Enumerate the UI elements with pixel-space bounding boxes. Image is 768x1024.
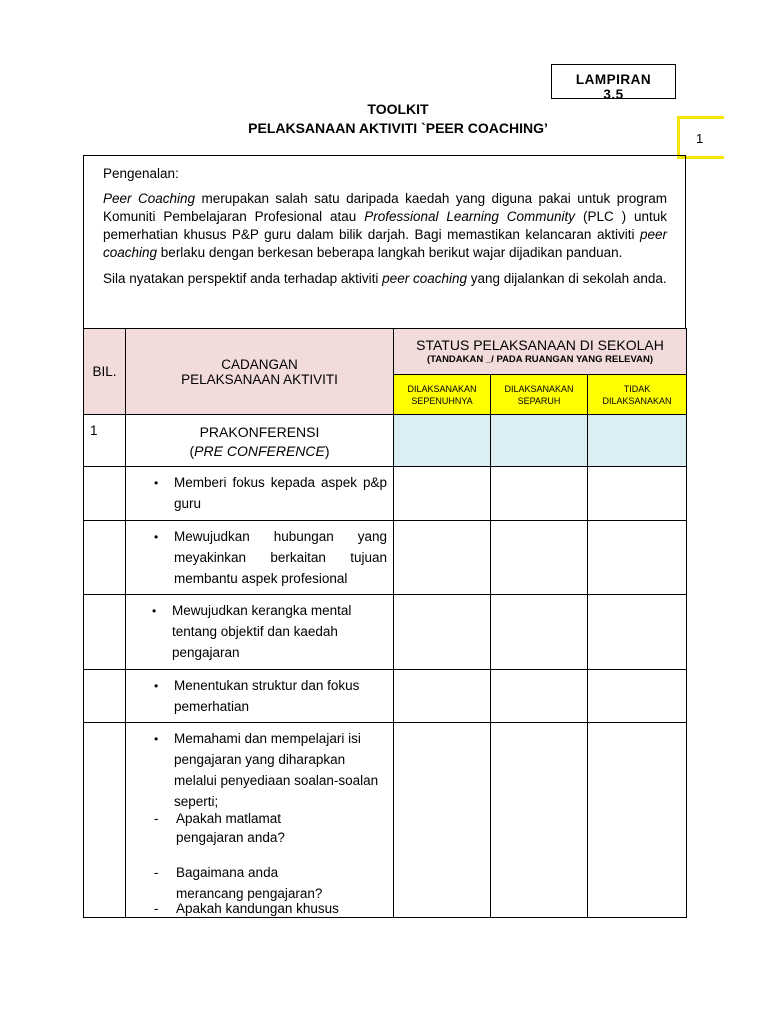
lampiran-box	[551, 64, 676, 99]
cell-partial-2[interactable]	[491, 521, 588, 595]
intro-paragraph-1: Peer Coaching merupakan salah satu daripada kaedah yang diguna pakai untuk program Komuniti Pembelajaran Profesional atau Professional Learning Community (PLC ) untuk pemerhatian khusus P&P guru dalam bilik darjah. Bagi memastikan kelancaran aktiviti peer coaching berlaku dengan berkesan beberapa langkah berikut wajar dijadikan panduan.	[103, 191, 667, 260]
cell-none-1[interactable]	[588, 467, 687, 521]
title-main: PELAKSANAAN AKTIVITI `PEER COACHING’	[248, 120, 548, 136]
cell-none-2[interactable]	[588, 521, 687, 595]
title-toolkit: TOOLKIT	[367, 101, 429, 117]
cell-full-5[interactable]	[394, 723, 491, 918]
bullet-icon: •	[154, 476, 159, 490]
cell-partial-1[interactable]	[491, 467, 588, 521]
cell-full-3[interactable]	[394, 595, 491, 670]
intro-paragraph-2: Sila nyatakan perspektif anda terhadap aktiviti peer coaching yang dijalankan di sekolah anda.	[103, 271, 667, 286]
sub-item: Apakah kandungan khusus	[176, 901, 339, 916]
header-cadangan: CADANGAN PELAKSANAAN AKTIVITI	[126, 329, 394, 415]
table-row	[84, 467, 687, 521]
table-row-section	[84, 415, 687, 467]
header-option-full: DILAKSANAKAN SEPENUHNYA	[394, 375, 491, 415]
bullet-icon: •	[154, 732, 159, 746]
sub-item: pengajaran anda?	[176, 830, 285, 845]
section-title: PRAKONFERENSI (PRE CONFERENCE)	[126, 415, 394, 467]
header-status	[394, 329, 687, 375]
bullet-icon: •	[154, 530, 159, 544]
header-bil: BIL.	[84, 329, 126, 415]
sub-item: Bagaimana anda	[176, 865, 279, 880]
dash-icon: -	[154, 901, 159, 916]
status-title: STATUS PELAKSANAAN DI SEKOLAH	[416, 337, 664, 353]
bullet-icon: •	[154, 679, 159, 693]
table-row	[84, 723, 687, 918]
list-item: Memberi fokus kepada aspek p&p guru	[174, 475, 387, 511]
intro-box	[83, 155, 686, 328]
list-item: Mewujudkan kerangka mental tentang objektif dan kaedah pengajaran	[172, 603, 352, 660]
cell-none-5[interactable]	[588, 723, 687, 918]
cell-none-3[interactable]	[588, 595, 687, 670]
activity-table	[83, 328, 687, 918]
page-number: 1	[696, 131, 704, 146]
list-item: Mewujudkan hubungan yang meyakinkan berkaitan tujuan membantu aspek profesional	[174, 529, 387, 586]
cell-full-2[interactable]	[394, 521, 491, 595]
cell-partial-4[interactable]	[491, 670, 588, 723]
cell-full-4[interactable]	[394, 670, 491, 723]
cell-none-0[interactable]	[588, 415, 687, 467]
intro-heading: Pengenalan:	[103, 166, 179, 181]
cell-partial-0[interactable]	[491, 415, 588, 467]
dash-icon: -	[154, 811, 159, 826]
header-option-none: TIDAK DILAKSANAKAN	[588, 375, 687, 415]
list-item: Memahami dan mempelajari isi pengajaran yang diharapkan melalui penyediaan soalan-soalan seperti;	[174, 731, 379, 809]
dash-icon: -	[154, 865, 159, 880]
lampiran-label: LAMPIRAN	[575, 72, 652, 87]
lampiran-number: 3.5	[603, 87, 624, 99]
cell-partial-3[interactable]	[491, 595, 588, 670]
cell-none-4[interactable]	[588, 670, 687, 723]
table-row	[84, 521, 687, 595]
sub-item: Apakah matlamat	[176, 811, 282, 826]
table-row	[84, 670, 687, 723]
cell-partial-5[interactable]	[491, 723, 588, 918]
cell-full-1[interactable]	[394, 467, 491, 521]
sub-item: merancang pengajaran?	[176, 886, 323, 901]
section-number: 1	[84, 415, 126, 467]
status-instruction: (TANDAKAN _/ PADA RUANGAN YANG RELEVAN)	[426, 354, 654, 365]
header-option-partial: DILAKSANAKAN SEPARUH	[491, 375, 588, 415]
table-row	[84, 595, 687, 670]
cell-full-0[interactable]	[394, 415, 491, 467]
bullet-icon: •	[152, 604, 157, 618]
list-item: Menentukan struktur dan fokus pemerhatian	[174, 678, 360, 714]
